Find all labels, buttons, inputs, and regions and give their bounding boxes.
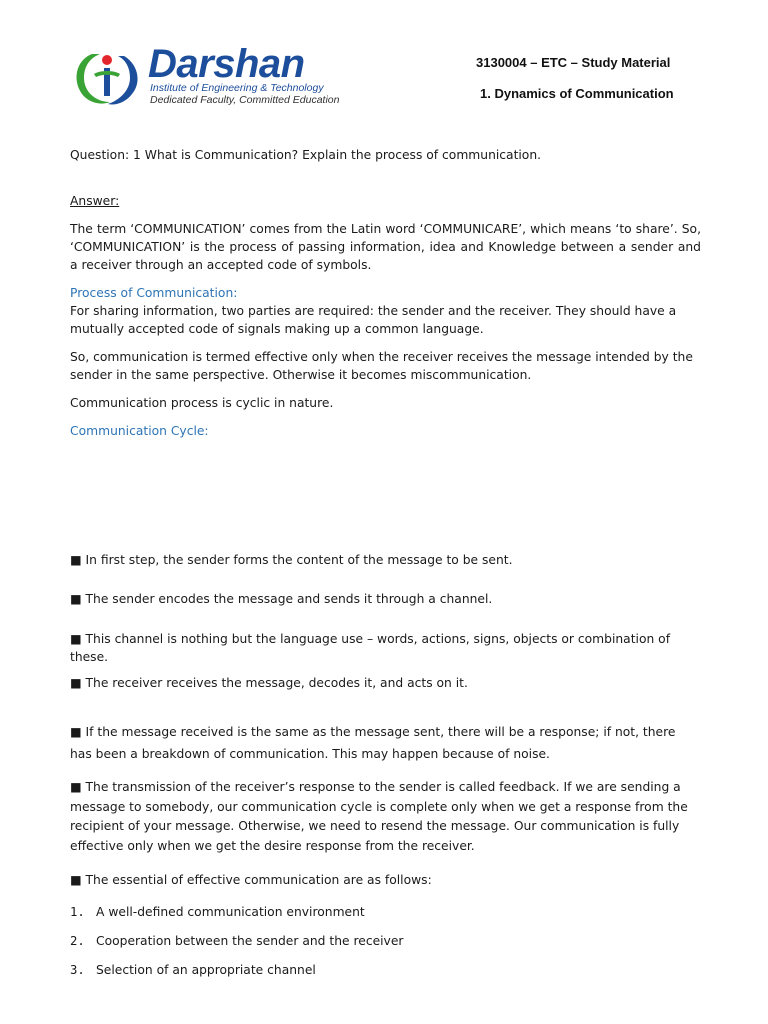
logo-subtitle: Institute of Engineering & Technology [150,82,324,94]
process-paragraph: For sharing information, two parties are required: the sender and the receiver. They should have a mutually accepted code of signals making up a common language. [70,304,677,336]
effective-paragraph: So, communication is termed effective only when the receiver receives the message intended by the sender in the same perspective. Otherwise it becomes miscommunication. [70,350,693,382]
cycle-heading: Communication Cycle: [70,424,209,438]
bullet-item: ■ This channel is nothing but the language use – words, actions, signs, objects or combination of these. [70,632,671,664]
essential-item [70,961,701,979]
course-title: 3130004 – ETC – Study Material [476,55,671,70]
essential-text: A well-defined communication environment [96,905,365,919]
chapter-title: 1. Dynamics of Communication [480,86,674,101]
bullet-item: ■ If the message received is the same as the message sent, there will be a response; if not, there has been a breakdown of communication. This may happen because of noise. [70,725,676,761]
essential-number: 3. [70,963,85,977]
question-text: Question: 1 What is Communication? Explain the process of communication. [70,148,542,162]
bullet-item: ■ The receiver receives the message, decodes it, and acts on it. [70,676,468,690]
cyclic-paragraph: Communication process is cyclic in nature. [70,396,334,410]
essential-item [70,932,701,950]
essential-item [70,903,701,921]
process-heading: Process of Communication: [70,286,238,300]
essential-number: 1. [70,905,85,919]
logo-tagline: Dedicated Faculty, Committed Education [150,94,340,106]
bullet-item: ■ The sender encodes the message and sends it through a channel. [70,592,493,606]
bullet-item: ■ The transmission of the receiver’s response to the sender is called feedback. If we are sending a message to somebody, our communication cycle is complete only when we get a response from the recipient of your message. Otherwise, we need to resend the message. Our communication is fully effective only when we get the desire response from the receiver. [70,780,688,853]
definition-paragraph: The term ‘COMMUNICATION’ comes from the Latin word ‘COMMUNICARE’, which means ‘to share’. So, ‘COMMUNICATION’ is the process of passing information, idea and Knowledge between a sender and a receiver through an accepted code of symbols. [70,222,701,272]
essential-number: 2. [70,934,85,948]
essential-text: Selection of an appropriate channel [96,963,316,977]
answer-label: Answer: [70,194,120,208]
essential-text: Cooperation between the sender and the receiver [96,934,404,948]
bullet-item: ■ The essential of effective communication are as follows: [70,873,432,887]
logo-name: Darshan [148,42,305,86]
bullet-item: ■ In first step, the sender forms the content of the message to be sent. [70,553,513,567]
